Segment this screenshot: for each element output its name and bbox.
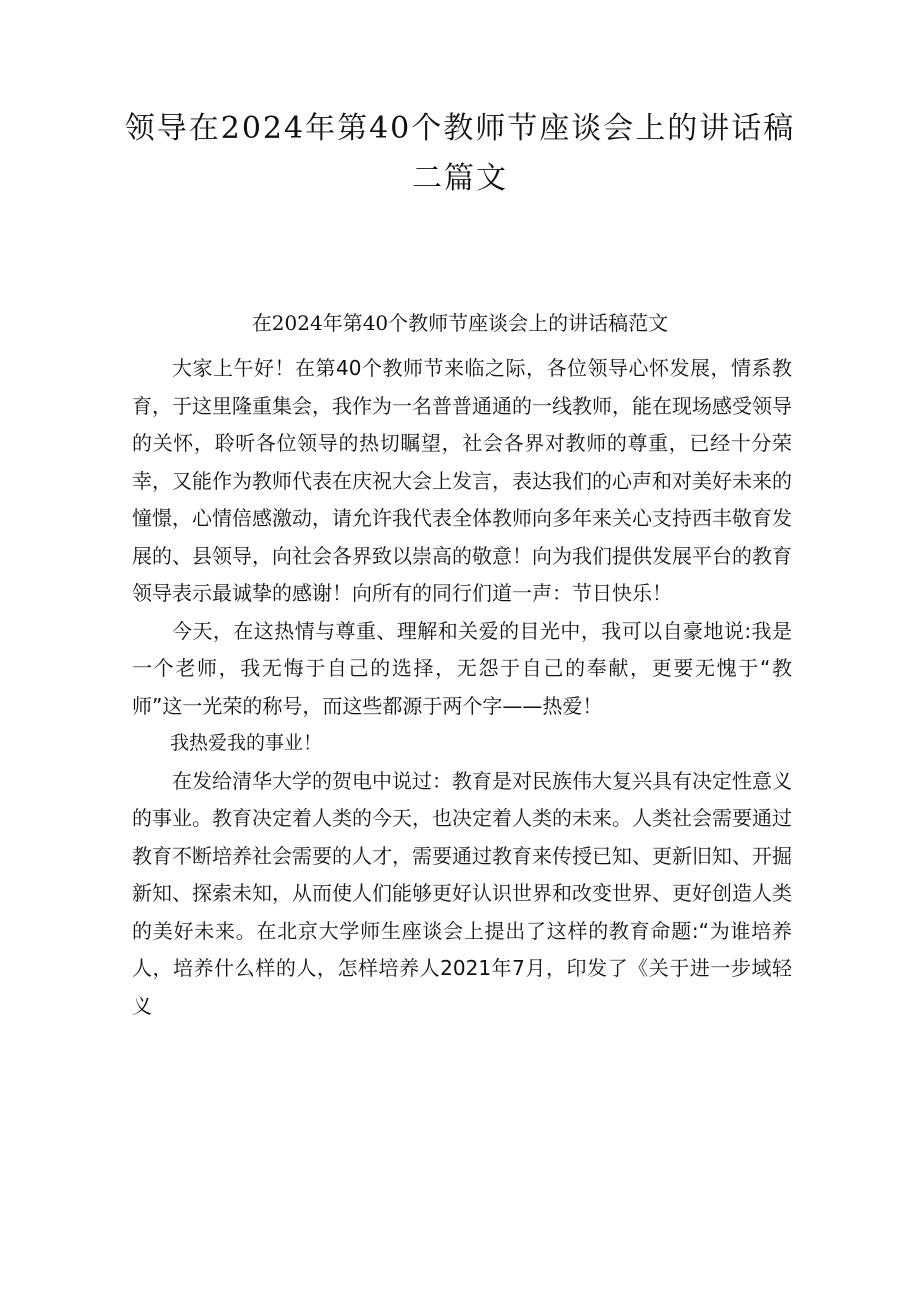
paragraph-greeting: 大家上午好！在第40个教师节来临之际，各位领导心怀发展，情系教育，于这里隆重集会，我作为一名普普通通的一线教师，能在现场感受领导的关怀，聆听各位领导的热切瞩望，社会各界对教师的尊重，已经十分荣幸，又能作为教师代表在庆祝大会上发言，表达我们的心声和对美好未来的憧憬，心情倍感激动，请允许我代表全体教师向多年来关心支持西丰敬育发展的、县领导，向社会各界致以崇高的敬意！向为我们提供发展平台的教育领导表示最诚挚的感谢！向所有的同行们道一声：节日快乐！ xyxy=(132,356,792,605)
title-line-2: 二篇文 xyxy=(412,161,508,196)
body-text xyxy=(132,350,792,1025)
paragraph-education: 在发给清华大学的贺电中说过：教育是对民族伟大复兴具有决定性意义的事业。教育决定着人类的今天，也决定着人类的未来。人类社会需要通过教育不断培养社会需要的人才，需要通过教育来传授已知、更新旧知、开掘新知、探索未知，从而使人们能够更好认识世界和改变世界、更好创造人类的美好未来。在北京大学师生座谈会上提出了这样的教育命题:“为谁培养人，培养什么样的人，怎样培养人2021年7月，印发了《关于进一步域轻义 xyxy=(132,768,792,1018)
document-title xyxy=(100,104,820,204)
paragraph-pride: 今天，在这热情与尊重、理解和关爱的目光中，我可以自豪地说:我是一个老师，我无悔于自己的选择，无怨于自己的奉献，更要无愧于“教师”这一光荣的称号，而这些都源于两个字——热爱！ xyxy=(132,618,792,718)
paragraph-love-career: 我热爱我的事业！ xyxy=(170,732,323,754)
title-line-1: 领导在2024年第40个教师节座谈会上的讲话稿 xyxy=(124,111,796,146)
section-subtitle: 在2024年第40个教师节座谈会上的讲话稿范文 xyxy=(251,311,669,335)
